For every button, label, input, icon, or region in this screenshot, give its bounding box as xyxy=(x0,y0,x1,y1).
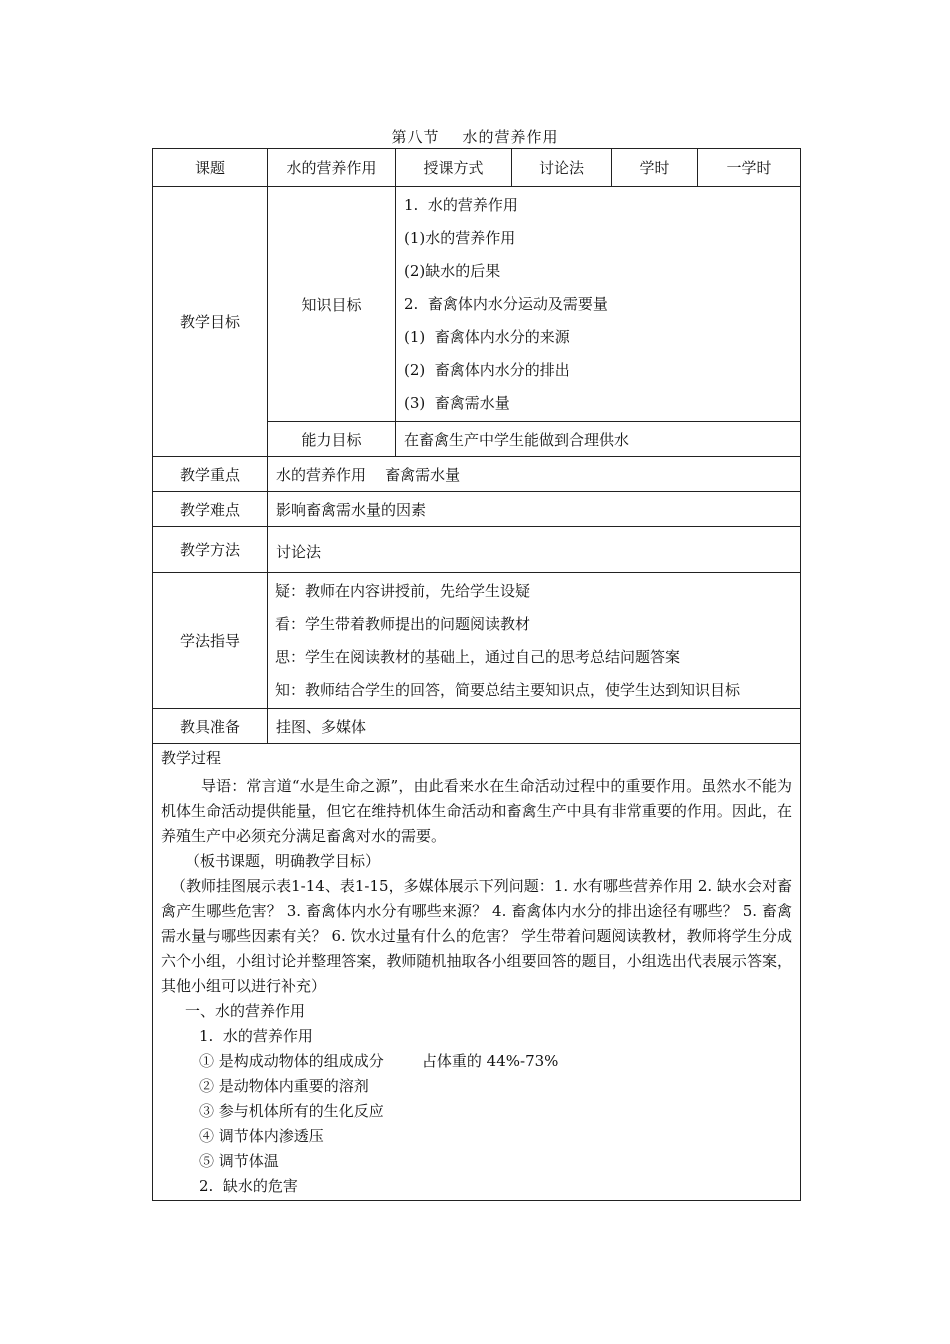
topic-value: 水的营养作用 xyxy=(268,149,396,187)
hours-value: 一学时 xyxy=(698,149,801,187)
tools-label: 教具准备 xyxy=(153,709,268,744)
ability-value: 在畜禽生产中学生能做到合理供水 xyxy=(396,422,801,457)
knowledge-items xyxy=(396,187,801,422)
ability-label: 能力目标 xyxy=(268,422,396,457)
page-title: 第八节 水的营养作用 xyxy=(391,128,559,146)
knowledge-label: 知识目标 xyxy=(268,187,396,422)
guidance-label: 学法指导 xyxy=(153,573,268,709)
guidance-item: 疑：教师在内容讲授前，先给学生设疑 xyxy=(275,581,531,600)
knowledge-item: (3) 畜禽需水量 xyxy=(404,393,510,412)
methods-label: 教学方法 xyxy=(153,527,268,573)
method-label: 授课方式 xyxy=(396,149,512,187)
key-points-value: 水的营养作用 畜禽需水量 xyxy=(268,457,801,492)
knowledge-item: (1) 畜禽体内水分的来源 xyxy=(404,327,570,346)
point-item: ① 是构成动物体的组成成分 占体重的 44%-73% xyxy=(199,1051,559,1070)
objectives-label: 教学目标 xyxy=(153,187,268,457)
difficulties-label: 教学难点 xyxy=(153,492,268,527)
section-title: 一、水的营养作用 xyxy=(185,1001,306,1020)
sub-title: 1. 水的营养作用 xyxy=(199,1026,313,1045)
difficulties-value: 影响畜禽需水量的因素 xyxy=(268,492,801,527)
lesson-plan-table xyxy=(152,148,801,1201)
tools-row xyxy=(153,709,801,744)
guidance-row xyxy=(153,573,801,709)
sub-title-2: 2. 缺水的危害 xyxy=(199,1176,298,1195)
knowledge-item: (2)缺水的后果 xyxy=(404,261,501,280)
point-item: ⑤ 调节体温 xyxy=(199,1151,279,1170)
tools-value: 挂图、多媒体 xyxy=(268,709,801,744)
knowledge-item: 2. 畜禽体内水分运动及需要量 xyxy=(404,294,608,313)
header-row xyxy=(153,149,801,187)
process-row xyxy=(153,744,801,1201)
process-cell xyxy=(153,744,801,1201)
process-heading: 教学过程 xyxy=(161,748,222,767)
point-item: ④ 调节体内渗透压 xyxy=(199,1126,324,1145)
key-points-row xyxy=(153,457,801,492)
knowledge-item: 1. 水的营养作用 xyxy=(404,195,518,214)
process-intro: 导语：常言道“水是生命之源”，由此看来水在生命活动过程中的重要作用。虽然水不能为机体生命活动提供能量，但它在维持机体生命活动和畜禽生产中具有非常重要的作用。因此，在养殖生产中必须充分满足畜禽对水的需要。 xyxy=(161,776,792,845)
guidance-item: 思：学生在阅读教材的基础上，通过自己的思考总结问题答案 xyxy=(275,647,681,666)
objectives-row xyxy=(153,187,801,422)
method-value: 讨论法 xyxy=(512,149,612,187)
difficulties-row xyxy=(153,492,801,527)
methods-value: 讨论法 xyxy=(268,527,801,573)
activity-text: （教师挂图展示表1-14、表1-15，多媒体展示下列问题：1. 水有哪些营养作用 2. 缺水会对畜禽产生哪些危害？ 3. 畜禽体内水分有哪些来源？ 4. 畜禽体内水分的排出途径有哪些？ 5. 畜禽需水量与哪些因素有关？ 6. 饮水过量有什么的危害？ 学生带着问题阅读教材，教师将学生分成六个小组，小组讨论并整理答案，教师随机抽取各小组要回答的题目，小组选出代表展示答案，其他小组可以进行补充） xyxy=(161,876,792,995)
hours-label: 学时 xyxy=(612,149,698,187)
knowledge-item: (1)水的营养作用 xyxy=(404,228,516,247)
key-points-label: 教学重点 xyxy=(153,457,268,492)
guidance-item: 看：学生带着教师提出的问题阅读教材 xyxy=(275,614,531,633)
guidance-item: 知：教师结合学生的回答，简要总结主要知识点，使学生达到知识目标 xyxy=(275,680,741,699)
point-item: ② 是动物体内重要的溶剂 xyxy=(199,1076,369,1095)
point-item: ③ 参与机体所有的生化反应 xyxy=(199,1101,384,1120)
knowledge-item: (2) 畜禽体内水分的排出 xyxy=(404,360,570,379)
board-note: （板书课题，明确教学目标） xyxy=(185,851,381,870)
topic-label: 课题 xyxy=(153,149,268,187)
guidance-items xyxy=(268,573,801,709)
methods-row xyxy=(153,527,801,573)
